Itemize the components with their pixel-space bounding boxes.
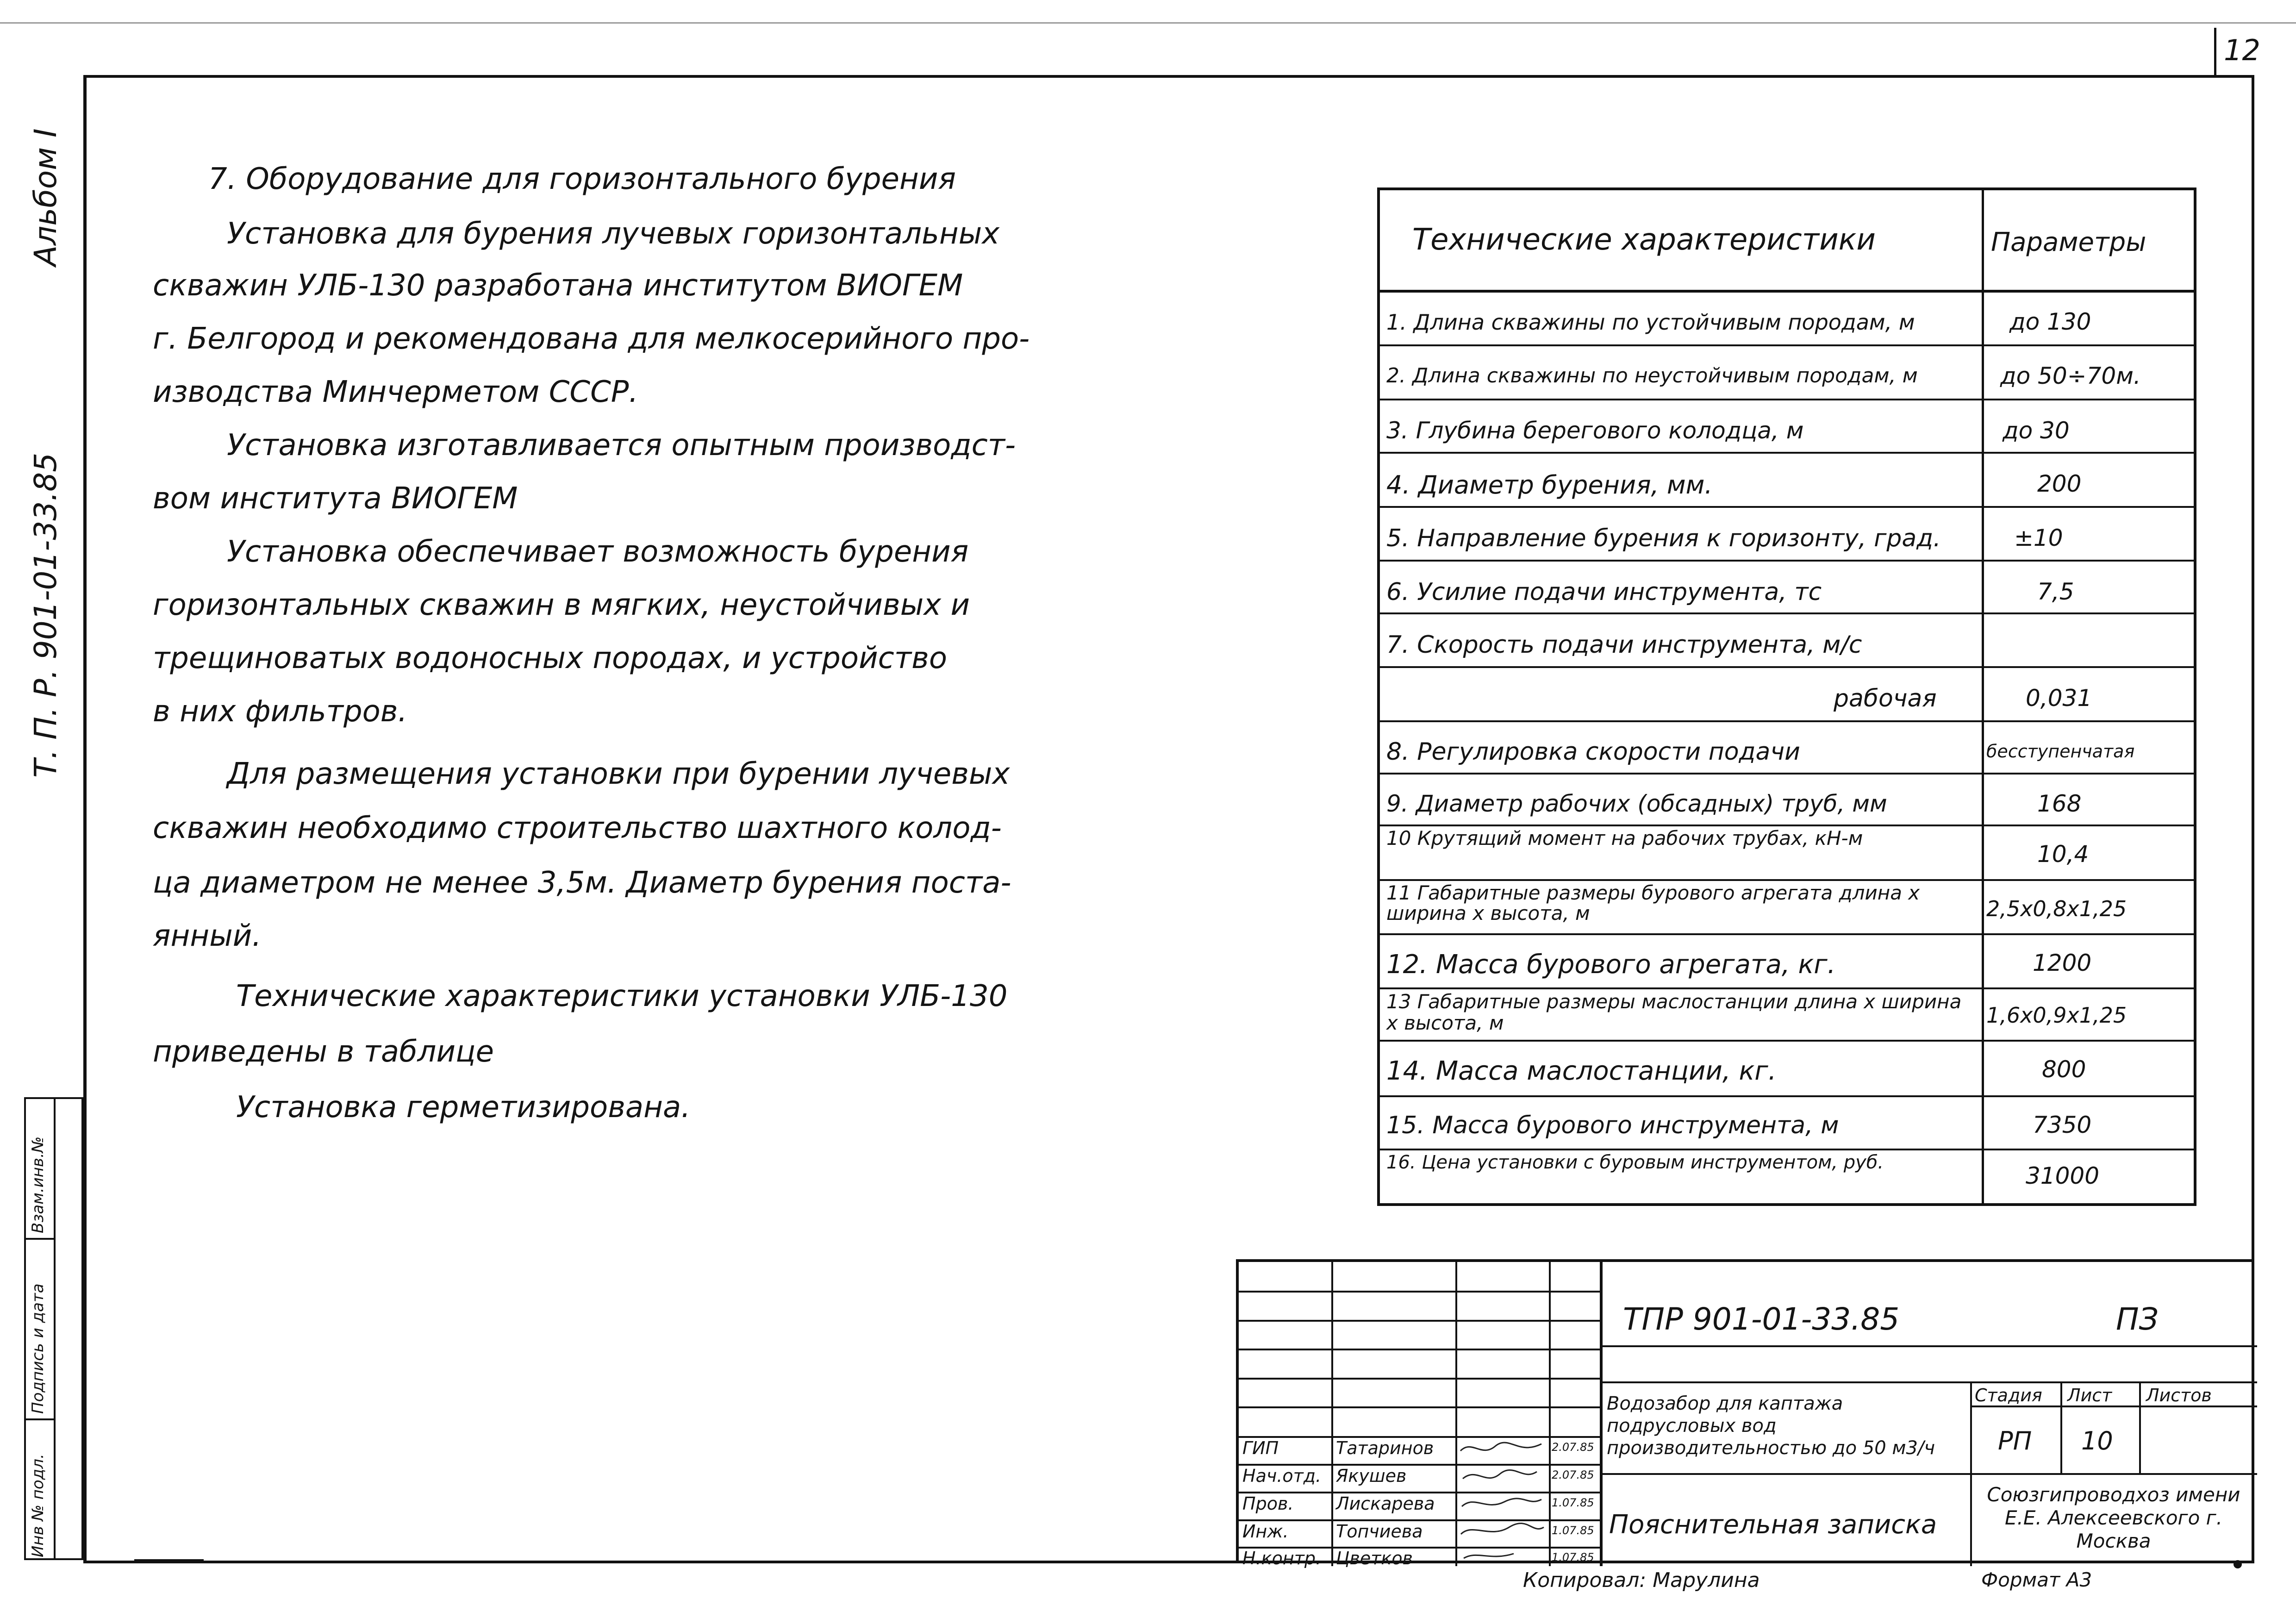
spec-row-name: 11 Габаритные размеры бурового агрегата длина х ширина х высота, м (1386, 881, 1920, 924)
spec-row-name: 6. Усилие подачи инструмента, тс (1386, 578, 1822, 606)
tb-sheets-label: Листов (2146, 1385, 2212, 1405)
staff-role: Н.контр. (1242, 1548, 1322, 1568)
spec-row-name: 12. Масса бурового агрегата, кг. (1386, 949, 1836, 980)
spec-row-value: 31000 (2026, 1162, 2100, 1189)
body-line: вом института ВИОГЕМ (153, 481, 518, 516)
footer-copied: Копировал: Марулина (1523, 1568, 1760, 1592)
spec-row-value: ±10 (2014, 525, 2063, 551)
body-line: приведены в таблице (153, 1035, 494, 1069)
bottom-mark (134, 1559, 204, 1563)
header-characteristics: Технические характеристики (1412, 223, 1876, 257)
spec-row-name: 16. Цена установки с буровым инструментом, руб. (1386, 1152, 1884, 1173)
tb-doc-name: Пояснительная записка (1609, 1510, 1937, 1540)
spec-row-value: 10,4 (2037, 841, 2089, 868)
staff-date: 1.07.85 (1552, 1524, 1594, 1537)
staff-date: 2.07.85 (1552, 1441, 1594, 1454)
spec-row-name: 4. Диаметр бурения, мм. (1386, 470, 1713, 500)
body-line: скважин УЛБ-130 разработана институтом ВИОГЕМ (153, 269, 963, 303)
body-line: г. Белгород и рекомендована для мелкосерийного про- (153, 322, 1030, 356)
header-parameters: Параметры (1991, 227, 2146, 257)
tb-org: Союзгипроводхоз имени Е.Е. Алексеевского г. Москва (1987, 1483, 2240, 1552)
spec-row-name: рабочая (1834, 685, 1937, 712)
spec-row-value: 1200 (2033, 949, 2092, 976)
tb-doc-type: ПЗ (2116, 1301, 2159, 1337)
staff-role: Пров. (1242, 1493, 1294, 1514)
tb-doc-code: ТПР 901-01-33.85 (1623, 1301, 1900, 1337)
spec-table (1377, 187, 2196, 1206)
spec-row-name: 1. Длина скважины по устойчивым породам, м (1386, 310, 1915, 335)
body-line: Технические характеристики установки УЛБ-130 (236, 979, 1008, 1013)
body-line: в них фильтров. (153, 694, 407, 729)
spec-row-value: 7350 (2033, 1112, 2092, 1138)
spec-row-name: 14. Масса маслостанции, кг. (1386, 1056, 1777, 1086)
tb-sheet: 10 (2081, 1426, 2113, 1455)
tb-stage: РП (1998, 1426, 2032, 1455)
signature-scribbles (1458, 1437, 1546, 1562)
staff-name: Цветков (1336, 1548, 1413, 1568)
spec-row-value: 0,031 (2026, 685, 2092, 712)
bottom-dot (2234, 1560, 2242, 1568)
tb-stage-label: Стадия (1975, 1385, 2042, 1405)
staff-date: 1.07.85 (1552, 1551, 1594, 1564)
title-block (1236, 1259, 2254, 1568)
margin-doc-code: Т. П. Р. 901-01-33.85 (28, 452, 63, 778)
spec-row-value: до 50÷70м. (2000, 362, 2141, 389)
spec-row-name: 8. Регулировка скорости подачи (1386, 738, 1800, 766)
body-line: Установка изготавливается опытным производст- (227, 428, 1016, 462)
spec-row-name: 7. Скорость подачи инструмента, м/с (1386, 631, 1862, 659)
tb-sheet-label: Лист (2067, 1385, 2112, 1405)
stamp-replace-inv: Взам.инв.№ (29, 1136, 47, 1233)
spec-row-value: до 130 (2009, 308, 2091, 335)
spec-row-name: 15. Масса бурового инструмента, м (1386, 1112, 1839, 1139)
staff-role: ГИП (1242, 1438, 1279, 1458)
body-line: скважин необходимо строительство шахтного колод- (153, 811, 1002, 845)
body-line: горизонтальных скважин в мягких, неустойчивых и (153, 588, 970, 622)
spec-row-value: 2,5х0,8х1,25 (1986, 896, 2127, 921)
spec-row-value: 7,5 (2037, 578, 2074, 605)
staff-date: 2.07.85 (1552, 1468, 1594, 1481)
body-line: 7. Оборудование для горизонтального бурения (208, 162, 956, 196)
spec-row-name: 9. Диаметр рабочих (обсадных) труб, мм (1386, 790, 1887, 817)
spec-row-value: до 30 (2003, 417, 2070, 444)
staff-date: 1.07.85 (1552, 1496, 1594, 1509)
body-line: Установка для бурения лучевых горизонтальных (227, 217, 1000, 251)
staff-role: Инж. (1242, 1521, 1289, 1542)
staff-name: Лискарева (1336, 1493, 1435, 1514)
staff-name: Топчиева (1336, 1521, 1423, 1542)
stamp-strip (24, 1097, 83, 1560)
body-line: Установка обеспечивает возможность бурения (227, 535, 969, 569)
staff-name: Татаринов (1336, 1438, 1434, 1458)
spec-row-name: 13 Габаритные размеры маслостанции длина х ширина х высота, м (1386, 990, 1962, 1034)
body-line: изводства Минчерметом СССР. (153, 375, 638, 409)
stamp-signature-date: Подпись и дата (29, 1283, 47, 1414)
album-label: Альбом I (28, 128, 63, 266)
body-line: Для размещения установки при бурении лучевых (227, 757, 1010, 791)
spec-row-value: 800 (2042, 1056, 2086, 1083)
staff-name: Якушев (1336, 1466, 1407, 1486)
page-number: 12 (2224, 33, 2260, 67)
body-line: трещиноватых водоносных породах, и устройство (153, 641, 947, 675)
spec-row-value: 200 (2037, 470, 2082, 497)
spec-row-name: 2. Длина скважины по неустойчивым породам, м (1386, 364, 1918, 387)
spec-row-name: 5. Направление бурения к горизонту, град. (1386, 525, 1941, 552)
tb-project-title: Водозабор для каптажа подрусловых вод производительностью до 50 м3/ч (1607, 1393, 1935, 1459)
spec-row-name: 3. Глубина берегового колодца, м (1386, 417, 1804, 444)
page-number-box (2214, 28, 2260, 78)
spec-row-value: бесступенчатая (1986, 741, 2135, 762)
body-line: ца диаметром не менее 3,5м. Диаметр бурения поста- (153, 866, 1011, 900)
spec-row-value: 1,6х0,9х1,25 (1986, 1003, 2127, 1028)
body-line: Установка герметизирована. (236, 1090, 691, 1124)
staff-role: Нач.отд. (1242, 1466, 1322, 1486)
spec-row-name: 10 Крутящий момент на рабочих трубах, кН-м (1386, 827, 1863, 849)
spec-row-value: 168 (2037, 790, 2082, 817)
body-line: янный. (153, 919, 262, 953)
footer-format: Формат А3 (1981, 1568, 2092, 1591)
top-edge-line (0, 22, 2296, 24)
stamp-inv-number: Инв № подл. (29, 1454, 47, 1557)
